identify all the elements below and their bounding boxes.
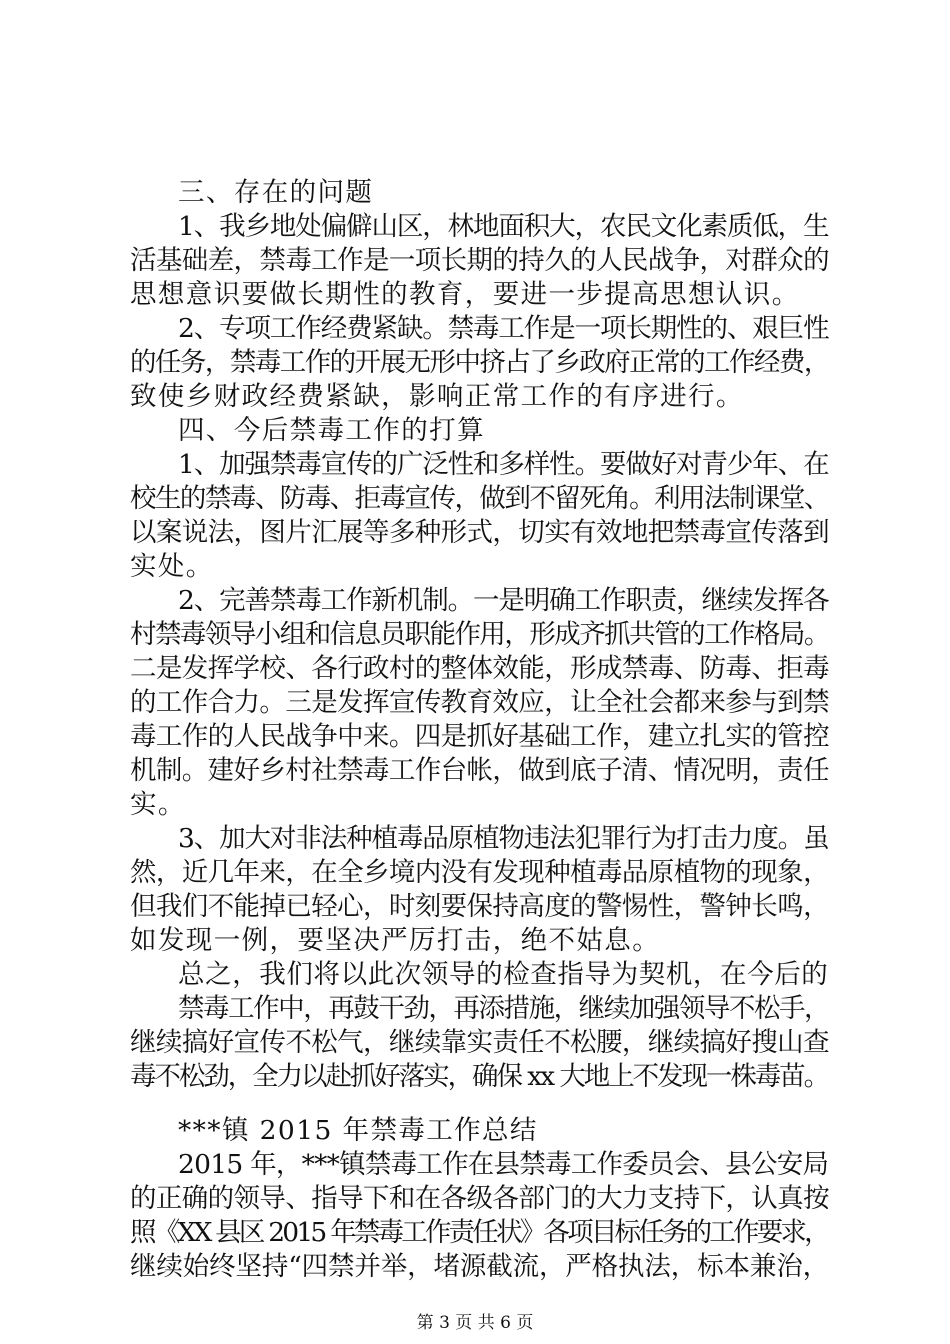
paragraph-line: 村禁毒领导小组和信息员职能作用，形成齐抓共管的工作格局。: [130, 619, 829, 650]
paragraph-line: 的正确的领导、指导下和在各级各部门的大力支持下，认真按: [130, 1183, 829, 1214]
paragraph-line: 毒不松劲，全力以赴抓好落实，确保 xx 大地上不发现一株毒苗。: [130, 1061, 829, 1092]
paragraph-line: 2、完善禁毒工作新机制。一是明确工作职责，继续发挥各: [178, 585, 829, 616]
paragraph-line: 实处。: [130, 551, 214, 582]
paragraph-line: 毒工作的人民战争中来。四是抓好基础工作，建立扎实的管控: [130, 721, 829, 752]
paragraph-line: 1、我乡地处偏僻山区，林地面积大，农民文化素质低，生: [178, 211, 829, 242]
paragraph-line: 二是发挥学校、各行政村的整体效能，形成禁毒、防毒、拒毒: [130, 653, 829, 684]
paragraph-line: 禁毒工作中，再鼓干劲，再添措施，继续加强领导不松手，: [178, 993, 830, 1024]
paragraph-line: 校生的禁毒、防毒、拒毒宣传，做到不留死角。利用法制课堂、: [130, 483, 829, 514]
paragraph-line: 继续搞好宣传不松气，继续靠实责任不松腰，继续搞好搜山查: [130, 1027, 829, 1058]
paragraph-line: 照《XX 县区 2015 年禁毒工作责任状》各项目标任务的工作要求，: [130, 1217, 828, 1248]
paragraph-line: 然，近几年来，在全乡境内没有发现种植毒品原植物的现象，: [130, 857, 829, 888]
paragraph-line: 2015 年，***镇禁毒工作在县禁毒工作委员会、县公安局: [178, 1149, 829, 1180]
paragraph-line: 思想意识要做长期性的教育，要进一步提高思想认识。: [130, 279, 800, 310]
paragraph-line: 但我们不能掉已轻心，时刻要保持高度的警惕性，警钟长鸣，: [130, 891, 829, 922]
paragraph-line: 1、加强禁毒宣传的广泛性和多样性。要做好对青少年、在: [178, 449, 829, 480]
paragraph-line: 机制。建好乡村社禁毒工作台帐，做到底子清、情况明，责任: [130, 755, 829, 786]
heading-existing-problems: 三、存在的问题: [178, 177, 374, 208]
paragraph-line: 实。: [130, 789, 186, 820]
paragraph-line: 的任务，禁毒工作的开展无形中挤占了乡政府正常的工作经费，: [130, 347, 829, 378]
paragraph-line: 的工作合力。三是发挥宣传教育效应，让全社会都来参与到禁: [130, 687, 829, 718]
section-title: ***镇 2015 年禁毒工作总结: [178, 1115, 538, 1146]
paragraph-line: 总之，我们将以此次领导的检查指导为契机，在今后的: [178, 959, 829, 990]
paragraph-line: 3、加大对非法种植毒品原植物违法犯罪行为打击力度。虽: [178, 823, 829, 854]
paragraph-line: 活基础差，禁毒工作是一项长期的持久的人民战争，对群众的: [130, 245, 829, 276]
paragraph-line: 继续始终坚持“四禁并举，堵源截流，严格执法，标本兼治，: [130, 1251, 829, 1282]
paragraph-line: 2、专项工作经费紧缺。禁毒工作是一项长期性的、艰巨性: [178, 313, 829, 344]
paragraph-line: 致使乡财政经费紧缺，影响正常工作的有序进行。: [130, 381, 744, 412]
paragraph-line: 如发现一例，要坚决严厉打击，绝不姑息。: [130, 925, 661, 956]
paragraph-line: 以案说法，图片汇展等多种形式，切实有效地把禁毒宣传落到: [130, 517, 829, 548]
heading-future-plans: 四、今后禁毒工作的打算: [178, 415, 485, 446]
page-footer: 第 3 页 共 6 页: [416, 1313, 534, 1333]
